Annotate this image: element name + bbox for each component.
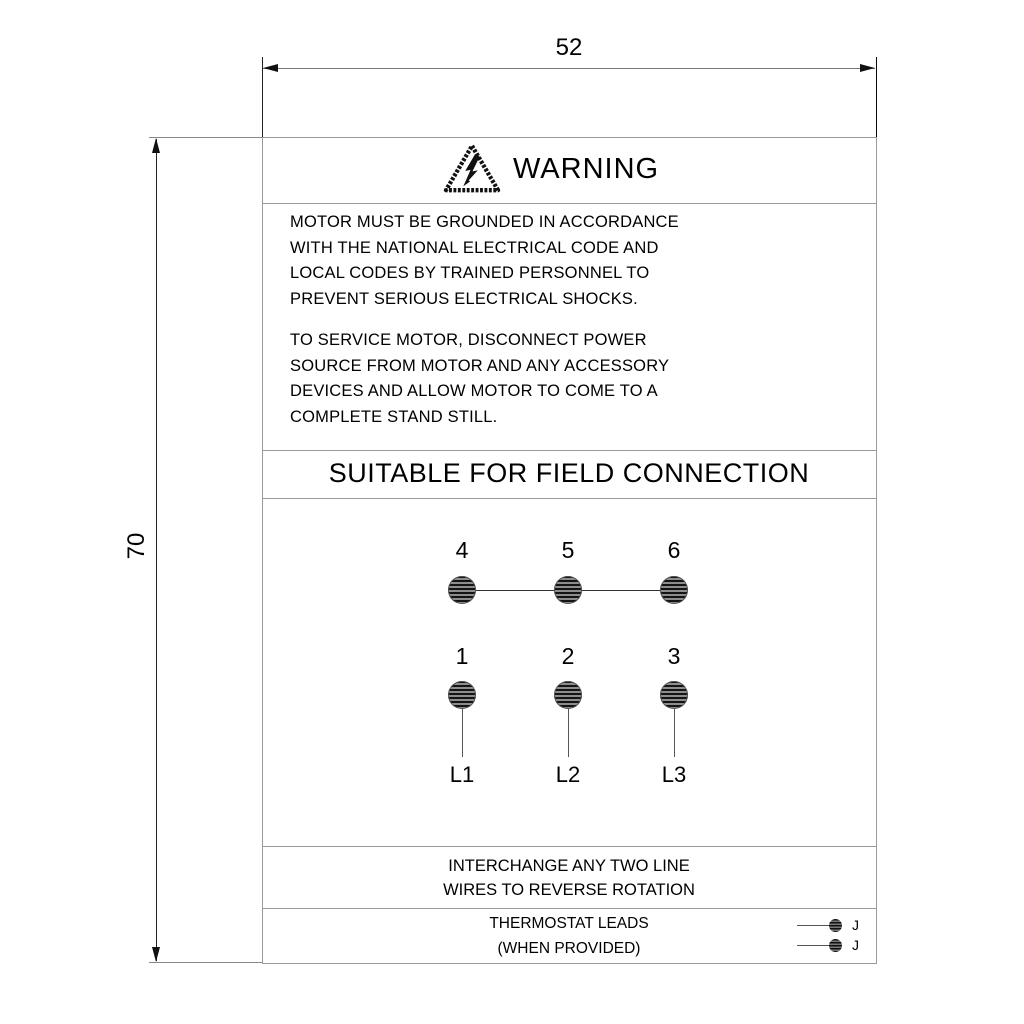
terminal-circle-icon — [554, 576, 582, 604]
line-lead-label: L1 — [449, 762, 475, 787]
service-notice-line: DEVICES AND ALLOW MOTOR TO COME TO A — [290, 382, 658, 401]
thermostat-lead-terminal-icon — [829, 939, 842, 952]
thermostat-lead-terminal-icon — [829, 919, 842, 932]
terminal-number: 6 — [667, 537, 681, 563]
dimension-arrow-right-icon — [860, 64, 875, 72]
divider-above-rotation-note — [262, 846, 876, 847]
width-dimension-value: 52 — [555, 34, 583, 61]
grounding-notice-line: LOCAL CODES BY TRAINED PERSONNEL TO — [290, 264, 650, 283]
service-notice-line: COMPLETE STAND STILL. — [290, 408, 498, 427]
rotation-notice-line: WIRES TO REVERSE ROTATION — [443, 881, 695, 899]
extension-line-top-left — [262, 57, 263, 137]
terminal-circle-icon — [554, 681, 582, 709]
divider-above-field-connection — [262, 450, 876, 451]
terminal-circle-icon — [448, 681, 476, 709]
grounding-notice — [290, 210, 850, 313]
dimension-arrow-up-icon — [152, 138, 160, 153]
divider-warning-header — [262, 203, 876, 204]
terminal-number: 3 — [667, 643, 681, 669]
divider-above-thermostat-note — [262, 908, 876, 909]
thermostat-notice-line: (WHEN PROVIDED) — [497, 940, 641, 957]
thermostat-lead-label: J — [852, 937, 859, 953]
divider-below-field-connection — [262, 498, 876, 499]
line-lead-label: L3 — [661, 762, 687, 787]
terminal-circle-icon — [448, 576, 476, 604]
terminal-number: 2 — [561, 643, 575, 669]
extension-line-left-top — [149, 137, 262, 138]
height-dimension-line — [156, 139, 157, 961]
terminal-circle-icon — [660, 681, 688, 709]
grounding-notice-line: WITH THE NATIONAL ELECTRICAL CODE AND — [290, 238, 659, 257]
thermostat-lead-line — [797, 945, 831, 946]
service-notice — [290, 328, 850, 431]
terminal-number: 5 — [561, 537, 575, 563]
height-dimension-value: 70 — [123, 532, 150, 560]
high-voltage-warning-triangle-icon — [443, 142, 501, 194]
width-dimension-line — [263, 68, 875, 69]
thermostat-notice-line: THERMOSTAT LEADS — [489, 915, 649, 932]
dimension-arrow-left-icon — [263, 64, 278, 72]
thermostat-lead-line — [797, 925, 831, 926]
dimension-arrow-down-icon — [152, 947, 160, 962]
service-notice-line: TO SERVICE MOTOR, DISCONNECT POWER — [290, 331, 647, 349]
field-connection-title: SUITABLE FOR FIELD CONNECTION — [328, 458, 810, 488]
rotation-notice-line: INTERCHANGE ANY TWO LINE — [448, 857, 690, 875]
extension-line-left-bottom — [149, 962, 262, 963]
line-lead-label: L2 — [555, 762, 581, 787]
service-notice-line: SOURCE FROM MOTOR AND ANY ACCESSORY — [290, 356, 670, 375]
thermostat-lead-label: J — [852, 917, 859, 933]
warning-title: WARNING — [513, 153, 660, 185]
terminal-number: 1 — [455, 643, 469, 669]
grounding-notice-line: PREVENT SERIOUS ELECTRICAL SHOCKS. — [290, 290, 638, 309]
terminal-circle-icon — [660, 576, 688, 604]
grounding-notice-line: MOTOR MUST BE GROUNDED IN ACCORDANCE — [290, 213, 679, 231]
terminal-number: 4 — [455, 537, 469, 563]
